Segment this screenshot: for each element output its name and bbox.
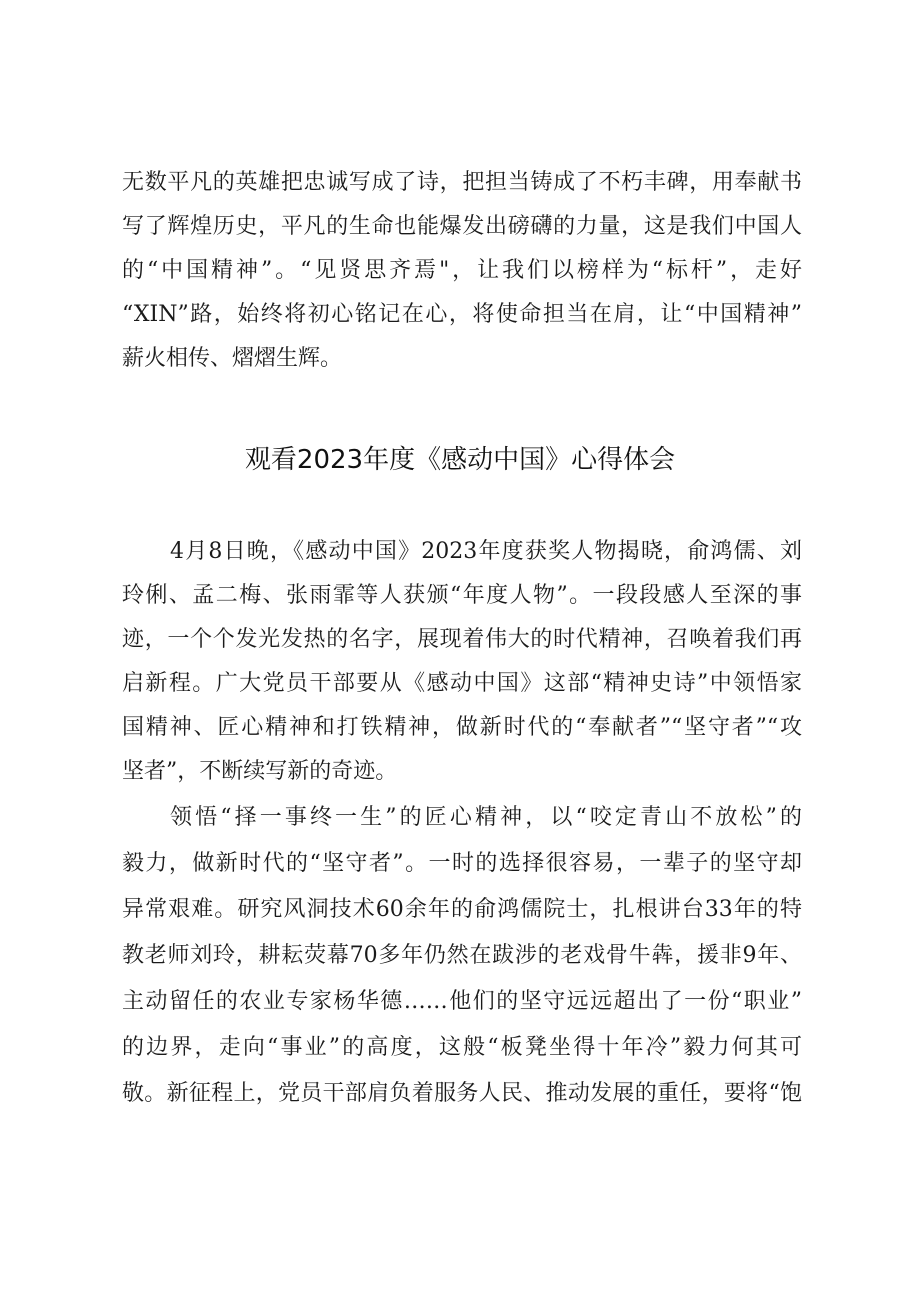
text-line: 敬。新征程上，党员干部肩负着服务人民、推动发展的重任，要将“饱 [122, 1081, 802, 1106]
text-line: 坚者”，不断续写新的奇迹。 [122, 759, 398, 784]
text-line: 教老师刘玲，耕耘荧幕70多年仍然在跋涉的老戏骨牛犇，援非9年、 [122, 943, 802, 968]
text-line: 启新程。广大党员干部要从《感动中国》这部“精神史诗”中领悟家 [122, 671, 802, 696]
text-line: 薪火相传、熠熠生辉。 [122, 346, 343, 371]
text-line: 的边界，走向“事业”的高度，这般“板凳坐得十年冷”毅力何其可 [122, 1035, 802, 1060]
text-line: 主动留任的农业专家杨华德……他们的坚守远远超出了一份“职业” [122, 989, 802, 1014]
text-line: 异常艰难。研究风洞技术60余年的俞鸿儒院士，扎根讲台33年的特 [122, 897, 802, 922]
text-line: “XIN”路，始终将初心铭记在心，将使命担当在肩，让“中国精神” [122, 302, 802, 327]
text-line: 领悟“择一事终一生”的匠心精神，以“咬定青山不放松”的 [170, 805, 802, 830]
text-line: 4月8日晚，《感动中国》2023年度获奖人物揭晓，俞鸿儒、刘 [170, 539, 802, 564]
text-line: 写了辉煌历史，平凡的生命也能爆发出磅礴的力量，这是我们中国人 [122, 214, 802, 239]
text-line: 毅力，做新时代的“坚守者”。一时的选择很容易，一辈子的坚守却 [122, 851, 802, 876]
text-line: 迹，一个个发光发热的名字，展现着伟大的时代精神，召唤着我们再 [122, 627, 802, 652]
article-title: 观看2023年度《感动中国》心得体会 [244, 445, 676, 475]
text-line: 无数平凡的英雄把忠诚写成了诗，把担当铸成了不朽丰碑，用奉献书 [122, 170, 802, 195]
text-line: 国精神、匠心精神和打铁精神，做新时代的“奉献者”“坚守者”“攻 [122, 715, 802, 740]
text-line: 的“中国精神”。“见贤思齐焉"，让我们以榜样为“标杆”，走好 [122, 258, 802, 283]
text-line: 玲俐、孟二梅、张雨霏等人获颁“年度人物”。一段段感人至深的事 [122, 583, 802, 608]
